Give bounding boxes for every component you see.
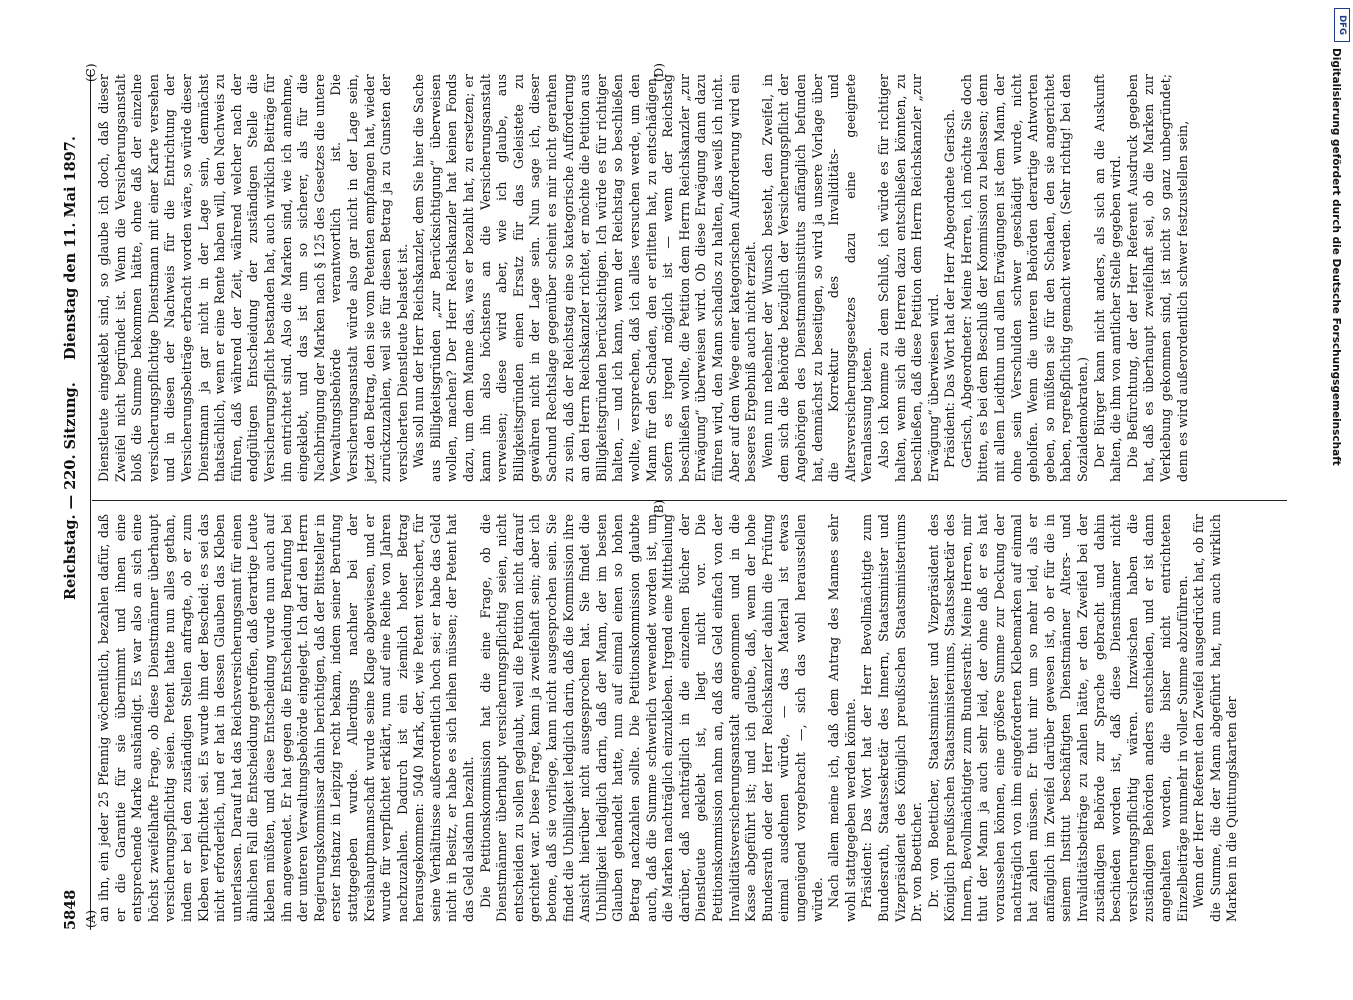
paragraph: Was soll nun der Herr Reichskanzler, dem Sie hier die Sache aus Billigkeitsgründen „zur Berücksichtigung“ überweisen wollen, machen? Der Herr Reichskanzler hat keinen Fonds dazu, um dem Manne das, was er bezahlt hat, zu ersetzen; er kann ihn also höchstens an die Versicherungsanstalt verweisen; diese wird aber, wie ich glaube, aus Billigkeitsgründen einen Ersatz für das Geleistete zu gewähren nicht in der Lage sein. Nun sage ich, dieser Sachund Rechtslage gegenüber scheint es mir nicht gerathen zu sein, daß der Reichstag eine so kategorische Aufforderung an den Herrn Reichskanzler richtet, er möchte die Petition aus Billigkeitsgründen berücksichtigen. Ich würde es für richtiger halten, — und ich kann, wenn der Reichstag so beschließen wollte, versprechen, daß ich alles versuchen werde, um den Mann für den Schaden, den er erlitten hat, zu entschädigen, sofern es irgend möglich ist — wenn der Reichstag beschließen wollte, die Petition dem Herrn Reichskanzler „zur Erwägung“ überweisen wird. Ob diese Erwägung dann dazu führen wird, den Mann schadlos zu halten, das weiß ich nicht. Aber auf dem Wege einer kategorischen Aufforderung wird ein besseres Ergebniß auch nicht erzielt.: [411, 74, 759, 482]
paragraph: Dr. von Boetticher, Staatsminister und Vizepräsident des Königlich preußischen Staatsministeriums, Staatssekretär des Innern, Bevollmächtigter zum Bundesrath: Meine Herren, mir thut der Mann ja auch sehr leid, der ohne daß er es hat voraussehen können, eine größere Summe zur Deckung der nachträglich von ihm eingeforderten Klebemarken auf einmal hat zahlen müssen. Er thut mir um so mehr leid, als er anfänglich im Zweifel darüber gewesen ist, ob er für die in seinem Institut beschäftigten Dienstmänner Alters- und Invaliditätsbeiträge zu zahlen hätte, er den Zweifel bei der zuständigen Behörde zur Sprache gebracht und dahin beschieden worden ist, daß diese Dienstmänner nicht versicherungspflichtig wären. Inzwischen haben die zuständigen Behörden anders entschieden, und er ist dann angehalten worden, die bisher nicht entrichteten Einzelbeiträge nunmehr in voller Summe abzuführen.: [925, 514, 1190, 922]
paragraph: Die Befürchtung, der der Herr Referent Ausdruck gegeben hat, daß es überhaupt zweifelhaft sei, ob die Marken zur Verklebung gekommen sind, ist nicht so ganz unbegründet; denn es wird außerordentlich schwer festzustellen sein,: [1124, 74, 1190, 482]
page-header: [58, 70, 88, 930]
column-divider: [92, 500, 1287, 501]
margin-marker-c: (C): [84, 63, 98, 82]
running-title: Reichstag. — 220. Sitzung.: [62, 382, 79, 600]
session-date: Dienstag den 11. Mai 1897.: [62, 136, 79, 360]
margin-marker-d: (D): [652, 63, 666, 82]
paragraph: Wenn nun nebenher der Wunsch besteht, den Zweifel, in dem sich die Behörde bezüglich der Versicherungspflicht der Angehörigen des Dienstmannsinstituts anfänglich befunden hat, demnächst zu beseitigen, so wird ja unsere Vorlage über die Korrektur des Invaliditäts- und Altersversicherungsgesetzes dazu eine geeignete Veranlassung bieten.: [759, 74, 875, 482]
digitization-credit-text: Digitalisierung gefördert durch die Deutsche Forschungsgemeinschaft: [1330, 48, 1342, 466]
margin-marker-b: (B): [652, 499, 666, 518]
digitization-credit: [1332, 48, 1352, 988]
paragraph: Wenn der Herr Referent den Zweifel ausgedrückt hat, ob für die Summe, die der Mann abgeführt hat, nun auch wirklich Marken in die Quittungskarten der: [1191, 514, 1240, 922]
header-rule: [90, 70, 91, 930]
paragraph: Gerisch, Abgeordneter: Meine Herren, ich möchte Sie doch bitten, es bei dem Beschluß der Kommission zu belassen; denn mit allem Leidthun und allen Erwägungen ist dem Mann, der ohne sein Verschulden schwer geschädigt wurde, nicht geholfen. Wenn die unteren Behörden derartige Antworten geben, so müßten sie für den Schaden, den sie angerichtet haben, regreßpflichtig gemacht werden. (Sehr richtig! bei den Sozialdemokraten.): [958, 74, 1091, 482]
margin-marker-a: (A): [84, 909, 98, 928]
left-text-column: [96, 514, 1241, 922]
paragraph: Der Bürger kann nicht anders, als sich an die Auskunft halten, die ihm von amtlicher Stelle gegeben wird.: [1091, 74, 1124, 482]
dfg-logo-text: DFG: [1337, 15, 1347, 35]
paragraph: Dienstleute eingeklebt sind, so glaube ich doch, daß dieser Zweifel nicht begründet ist. Wenn die Versicherungsanstalt bloß die Summe bekommen hätte, ohne daß der einzelne versicherungspflichtige Dienstmann mit einer Karte versehen und in diesen der Nachweis für die Entrichtung der Versicherungsbeiträge erbracht worden wäre, so würde dieser Dienstmann ja gar nicht in der Lage sein, demnächst thatsächlich, wenn er eine Rente haben will, den Nachweis zu führen, daß während der Zeit, während welcher nach der endgültigen Entscheidung der zuständigen Stelle die Versicherungspflicht bestanden hat, auch wirklich Beiträge für ihn entrichtet sind. Also die Marken sind, wie ich annehme, eingeklebt, und das ist um so sicherer, als für die Nachbringung der Marken nach § 125 des Gesetzes die untere Verwaltungsbehörde verantwortlich ist. Die Versicherungsanstalt würde also gar nicht in der Lage sein, jetzt den Betrag, den sie vom Petenten empfangen hat, wieder zurückzuzahlen, weil sie für diesen Betrag ja zu Gunsten der versicherten Dienstleute belastet ist.: [96, 74, 410, 482]
right-text-column: [96, 74, 1191, 482]
paragraph: Nach allem meine ich, daß dem Antrag des Mannes sehr wohl stattgegeben werden könnte.: [826, 514, 858, 922]
dfg-logo: [1334, 8, 1350, 42]
paragraph: Also ich komme zu dem Schluß, ich würde es für richtiger halten, wenn sich die Herren dazu entschließen könnten, zu beschließen, daß diese Petition dem Herrn Reichskanzler „zur Erwägung“ überwiesen wird.: [875, 74, 941, 482]
paragraph: Präsident: Das Wort hat der Herr Bevollmächtigte zum Bundesrath, Staatssekretär des Innern, Staatsminister und Vizepräsident des Königlich preußischen Staatsministeriums Dr. von Boetticher.: [859, 514, 925, 922]
paragraph: Präsident: Das Wort hat der Herr Abgeordnete Gerisch.: [942, 108, 958, 468]
paragraph: Die Petitionskommission hat die eine Frage, ob die Dienstmänner überhaupt versicherungspflichtig seien, nicht entscheiden zu sollen geglaubt, weil die Petition nicht darauf gerichtet war. Diese Frage, kann ja zweifelhaft sein; aber ich betone, daß sie vorliege, kann nicht ausgesprochen sein. Sie findet die Unbilligkeit lediglich darin, daß die Kommission ihre Ansicht hierüber nicht ausgesprochen hat. Sie findet die Unbilligkeit lediglich darin, daß der Mann, der im besten Glauben gehandelt hatte, nun auf einmal einen so hohen Betrag nachzahlen sollte. Die Petitionskommission glaubte auch, daß die Summe schwerlich verwendet worden ist, um die Marken nachträglich einzukleben. Irgend eine Mittheilung darüber, daß nachträglich in die einzelnen Bücher der Dienstleute geklebt ist, liegt nicht vor. Die Petitionskommission nahm an, daß das Geld einfach von der Invaliditätsversicherungsanstalt angenommen und in die Kasse abgeführt ist; und ich glaube, daß, wenn der hohe Bundesrath oder der Herr Reichskanzler dahin die Prüfung einmal ausdehnen würde, — das Material ist etwas ungenügend vorgebracht —, sich das wohl herausstellen würde.: [477, 514, 825, 922]
page-number: 5848: [62, 889, 79, 930]
paragraph: an ihn, ein jeder 25 Pfennig wöchentlich, bezahlen dafür, daß er die Garantie für sie übernimmt und ihnen eine entsprechende Marke aushändigt. Es war also an sich eine höchst zweifelhafte Frage, ob diese Dienstmänner überhaupt versicherungspflichtig seien. Petent hatte nun alles gethan, indem er bei den zuständigen Stellen anfragte, ob er zum Kleben verpflichtet sei. Es wurde ihm der Bescheid: es sei das nicht erforderlich, und er hat in dessen Glauben das Kleben unterlassen. Darauf hat das Reichsversicherungsamt für einen ähnlichen Fall die Entscheidung getroffen, daß derartige Leute kleben müßten, und diese Entscheidung wurde nun auch auf ihn angewendet. Er hat gegen die Entscheidung Berufung bei der unteren Verwaltungsbehörde eingelegt. Ich darf den Herrn Regierungskommissar dahin berichtigen, daß der Bittsteller in erster Instanz in Leipzig recht bekam, indem seiner Berufung stattgegeben wurde. Allerdings nachher bei der Kreishauptmannschaft wurde seine Klage abgewiesen, und er wurde für verpflichtet erklärt, nun auf eine Reihe von Jahren nachzuzahlen. Dadurch ist ein ziemlich hoher Betrag herausgekommen: 5040 Mark, der, wie Petent versichert, für seine Verhältnisse außerordentlich hoch sei; er habe das Geld nicht in Besitz, er habe es sich leihen müssen; der Petent hat das Geld alsdann bezahlt.: [96, 514, 477, 922]
